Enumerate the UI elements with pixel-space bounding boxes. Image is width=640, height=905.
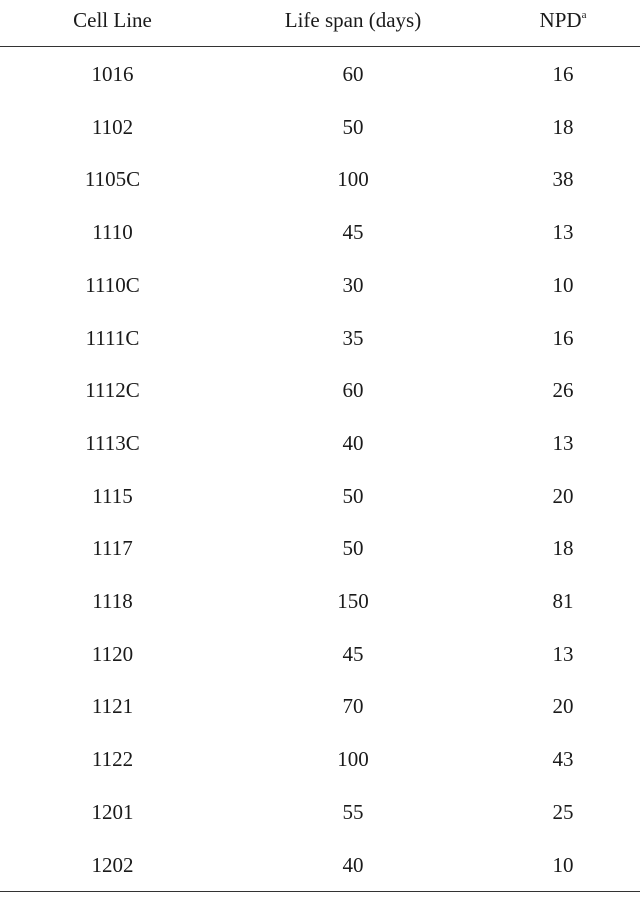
- table-header-row: [0, 0, 640, 47]
- cell-line-value: 1122: [91, 747, 134, 771]
- npd-value: 13: [552, 431, 574, 455]
- life-span-value: 45: [342, 220, 364, 244]
- cell-line-value: 1105C: [84, 167, 141, 191]
- table-row: [0, 220, 640, 272]
- npd-value: 16: [552, 326, 574, 350]
- cell-line-value: 1118: [92, 589, 133, 613]
- npd-value: 81: [552, 589, 574, 613]
- cell-line-value: 1117: [92, 536, 133, 560]
- table-row: [0, 431, 640, 483]
- table-row: [0, 747, 640, 799]
- life-span-value: 50: [342, 115, 364, 139]
- life-span-value: 60: [342, 378, 364, 402]
- npd-value: 13: [552, 642, 574, 666]
- life-span-value: 50: [342, 536, 364, 560]
- cell-line-value: 1201: [91, 800, 134, 824]
- life-span-value: 100: [337, 747, 369, 771]
- cell-line-value: 1112C: [85, 378, 140, 402]
- table-row: [0, 378, 640, 430]
- life-span-value: 100: [337, 167, 369, 191]
- header-npd: [508, 8, 618, 32]
- life-span-value: 30: [342, 273, 364, 297]
- life-span-value: 55: [342, 800, 364, 824]
- table-row: [0, 62, 640, 114]
- header-cell-line: Cell Line: [73, 8, 152, 32]
- cell-line-value: 1016: [91, 62, 134, 86]
- life-span-value: 40: [342, 431, 364, 455]
- life-span-value: 40: [342, 853, 364, 877]
- table-row: [0, 694, 640, 746]
- table-bottom-rule: [0, 891, 640, 892]
- npd-value: 20: [552, 694, 574, 718]
- cell-line-value: 1120: [91, 642, 134, 666]
- table-row: [0, 167, 640, 219]
- cell-line-value: 1202: [91, 853, 134, 877]
- header-life-span: Life span (days): [284, 8, 422, 32]
- table-row: [0, 273, 640, 325]
- table-row: [0, 484, 640, 536]
- npd-value: 25: [552, 800, 574, 824]
- life-span-value: 50: [342, 484, 364, 508]
- table-row: [0, 800, 640, 852]
- npd-value: 18: [552, 115, 574, 139]
- npd-value: 43: [552, 747, 574, 771]
- cell-line-value: 1111C: [85, 326, 140, 350]
- cell-line-value: 1113C: [85, 431, 140, 455]
- cell-line-value: 1110C: [85, 273, 140, 297]
- npd-value: 10: [552, 273, 574, 297]
- life-span-value: 35: [342, 326, 364, 350]
- npd-value: 10: [552, 853, 574, 877]
- header-npd-footnote-marker: a: [581, 9, 587, 21]
- cell-line-value: 1102: [91, 115, 134, 139]
- life-span-value: 45: [342, 642, 364, 666]
- table-row: [0, 326, 640, 378]
- table-row: [0, 115, 640, 167]
- life-span-value: 70: [342, 694, 364, 718]
- table-row: [0, 853, 640, 905]
- table-row: [0, 589, 640, 641]
- life-span-value: 150: [337, 589, 369, 613]
- cell-line-value: 1115: [92, 484, 133, 508]
- npd-value: 18: [552, 536, 574, 560]
- table-row: [0, 642, 640, 694]
- npd-value: 16: [552, 62, 574, 86]
- cell-line-value: 1121: [91, 694, 134, 718]
- npd-value: 38: [552, 167, 574, 191]
- header-npd-label: NPD: [539, 8, 582, 32]
- life-span-value: 60: [342, 62, 364, 86]
- table-row: [0, 536, 640, 588]
- npd-value: 20: [552, 484, 574, 508]
- npd-value: 26: [552, 378, 574, 402]
- cell-line-value: 1110: [92, 220, 133, 244]
- npd-value: 13: [552, 220, 574, 244]
